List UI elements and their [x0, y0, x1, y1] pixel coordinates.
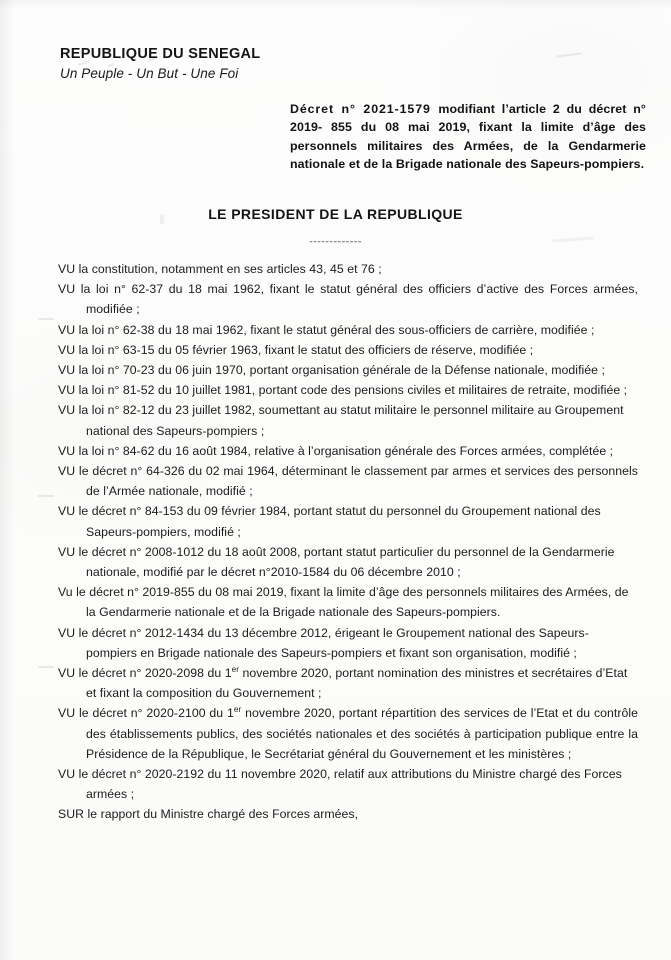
clause-text: VU le décret n° 2020-2100 du 1 — [58, 706, 234, 721]
clause-item: VU la loi n° 62-38 du 18 mai 1962, fixant le statut général des sous-officiers de carrière, modifiée ; — [58, 322, 595, 337]
clause-item: VU la loi n° 62-37 du 18 mai 1962, fixant le statut général des officiers d’active des Forces armées, modifiée ; — [58, 282, 638, 317]
clause-text: novembre 2020, portant répartition des services de l’Etat et du contrôle des établissements publics, des sociétés nationales et des sociétés à participation publique entre la Présidence de la République, le Secrétariat général du Gouvernement et les ministères ; — [86, 706, 639, 761]
scan-shadow-top — [0, 0, 671, 10]
separator-dashes: ------------- — [309, 237, 362, 247]
decree-subject: modifiant l’article 2 du décret n° 2019- 855 du 08 mai 2019, fixant la limite d’âge des personnels militaires des Armées, de la Gendarmerie nationale et de la Brigade nationale des Sapeurs-pompiers. — [290, 102, 646, 172]
clause-item: Vu le décret n° 2019-855 du 08 mai 2019, fixant la limite d’âge des personnels militaires des Armées, de la Gendarmerie nationale et de la Brigade nationale des Sapeurs-pompiers. — [58, 585, 629, 620]
document-header — [60, 46, 480, 81]
ordinal-suffix: er — [231, 664, 239, 674]
clause-item: VU le décret n° 2008-1012 du 18 août 2008, portant statut particulier du personnel de la Gendarmerie nationale, modifié par le décret n°2010-1584 du 06 décembre 2010 ; — [58, 544, 615, 580]
country-name: REPUBLIQUE DU SENEGAL — [60, 46, 261, 62]
decree-reference: Décret n° 2021-1579 — [290, 102, 439, 116]
clause-item: VU la loi n° 81-52 du 10 juillet 1981, portant code des pensions civiles et militaires de retraite, modifiée ; — [58, 383, 628, 398]
national-motto: Un Peuple - Un But - Une Foi — [60, 66, 239, 81]
clause-item: VU la constitution, notamment en ses articles 43, 45 et 76 ; — [58, 262, 382, 276]
clause-item: VU la loi n° 84-62 du 16 août 1984, relative à l’organisation générale des Forces armées, complétée ; — [58, 443, 614, 458]
scan-artifact — [38, 666, 54, 668]
clause-item: VU le décret n° 84-153 du 09 février 1984, portant statut du personnel du Groupement national des Sapeurs-pompiers, modifié ; — [58, 504, 601, 539]
scan-artifact — [556, 52, 582, 57]
scan-artifact — [38, 495, 54, 497]
decree-title-block — [290, 100, 646, 174]
scan-shadow-left — [0, 0, 14, 960]
clause-item: SUR le rapport du Ministre chargé des Forces armées, — [58, 807, 359, 822]
clause-list — [58, 259, 638, 825]
clause-item: VU la loi n° 70-23 du 06 juin 1970, portant organisation générale de la Défense nationale, modifiée ; — [58, 363, 605, 378]
clause-text: VU le décret n° 2020-2098 du 1 — [58, 666, 232, 681]
clause-text: novembre 2020, portant nomination des ministres et secrétaires d’Etat et fixant la composition du Gouvernement ; — [86, 666, 628, 701]
clause-item — [58, 663, 638, 703]
clause-item: VU le décret n° 2020-2192 du 11 novembre 2020, relatif aux attributions du Ministre chargé des Forces armées ; — [58, 767, 622, 802]
heading-separator — [0, 232, 671, 250]
clause-item: VU le décret n° 64-326 du 02 mai 1964, déterminant le classement par armes et services des personnels de l’Armée nationale, modifié ; — [58, 464, 638, 499]
authority-heading: LE PRESIDENT DE LA REPUBLIQUE — [208, 206, 463, 222]
scan-artifact — [38, 318, 54, 320]
ordinal-suffix: er — [233, 705, 242, 715]
clause-item: VU la loi n° 82-12 du 23 juillet 1982, soumettant au statut militaire le personnel militaire au Groupement national des Sapeurs-pompiers ; — [58, 403, 624, 438]
clause-item: VU la loi n° 63-15 du 05 février 1963, fixant le statut des officiers de réserve, modifiée ; — [58, 342, 534, 357]
clause-item — [58, 703, 638, 764]
clause-item: VU le décret n° 2012-1434 du 13 décembre 2012, érigeant le Groupement national des Sapeurs-pompiers en Brigade nationale des Sapeurs-pompiers et fixant son organisation, modifié ; — [58, 625, 589, 660]
